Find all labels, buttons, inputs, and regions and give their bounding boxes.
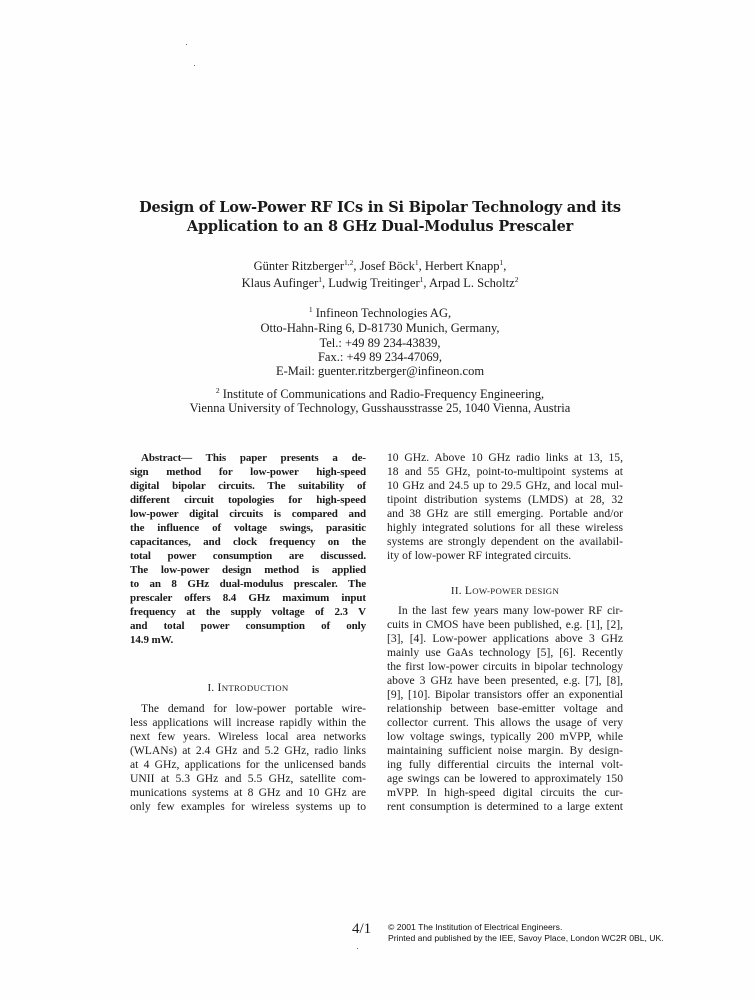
body-line: next few years. Wireless local area networks [130,730,366,743]
body-line: mVPP. In high-speed digital circuits the cur- [387,786,623,799]
body-line: highly integrated solutions for all these wireless [387,521,623,534]
abstract-line: different circuit topologies for high-speed [130,494,366,506]
body-line: cuits in CMOS have been published, e.g. [1], [2], [387,618,623,631]
author-affiliation-mark: 2 [514,275,519,284]
author-affiliation-mark: 1 [419,275,424,284]
body-line: rent consumption is determined to a large extent [387,800,623,813]
copyright-line: © 2001 The Institution of Electrical Engineers. [388,922,563,932]
abstract-line: to an 8 GHz dual-modulus prescaler. The [130,578,366,590]
body-line: [9], [10]. Bipolar transistors offer an exponential [387,688,623,701]
separator: , [353,259,360,273]
section-number: II. [450,585,462,597]
abstract-line: The low-power design method is applied [130,564,366,576]
separator: , [503,259,507,273]
affiliation-1-tel: Tel.: +49 89 234-43839, [319,336,441,350]
body-line: [3], [4]. Low-power applications above 3 GHz [387,632,623,645]
body-line: 18 and 55 GHz, point-to-multipoint systems at [387,465,623,478]
affiliation-org: Institute of Communications and Radio-Frequency Engineering, [222,387,545,401]
body-line: low voltage swings, typically 200 mVPP, while [387,730,623,743]
author-affiliation-mark: 1,2 [344,258,354,267]
author-line-2 [100,276,660,290]
affiliation-1-address: Otto-Hahn-Ring 6, D-81730 Munich, Germany, [260,321,500,335]
abstract-line: low-power digital circuits is compared and [130,508,366,520]
affiliation-mark: 1 [308,305,313,314]
affiliation-2-org [100,387,660,401]
abstract-line: 14.9 mW. [130,634,174,646]
body-line: tipoint distribution systems (LMDS) at 28, 32 [387,493,623,506]
section-title-initial: L [464,585,473,597]
abstract-line: sign method for low-power high-speed [130,466,366,478]
body-line: ing fully differential circuits the internal volt- [387,758,623,771]
abstract-line: frequency at the supply voltage of 2.3 V [130,606,366,618]
abstract-line: capacitances, and clock frequency on the [130,536,366,548]
abstract-line: total power consumption are discussed. [130,550,366,562]
body-line: In the last few years many low-power RF cir- [398,604,623,617]
section-title-rest: OW-POWER [472,586,526,596]
author-name: Arpad L. Scholtz [428,276,515,290]
scan-speck [357,948,358,949]
copyright-notice [388,922,664,944]
body-line: only few examples for wireless systems up to [130,800,366,813]
affiliation-1-org [100,306,660,320]
section-title-initial: I [217,682,222,694]
separator: , [423,276,429,290]
author-affiliation-mark: 1 [414,258,419,267]
abstract-line: Abstract— This paper presents a de- [141,452,366,464]
body-line: above 3 GHz have been presented, e.g. [7], [8], [387,674,623,687]
section-heading-introduction [130,682,366,694]
affiliation-1-email: E-Mail: guenter.ritzberger@infineon.com [275,364,485,378]
body-line: systems are strongly dependent on the availabil- [387,535,623,548]
section-title-rest: NTRODUCTION [221,683,289,693]
author-name: Herbert Knapp [424,259,500,273]
abstract-line: the influence of voltage swings, parasitic [130,522,366,534]
scan-speck [194,65,195,66]
body-line: munications systems at 8 GHz and 10 GHz are [130,786,366,799]
author-affiliation-mark: 1 [318,275,323,284]
publisher-line: Printed and published by the IEE, Savoy Place, London WC2R 0BL, UK. [388,933,664,943]
section-title-rest: DESIGN [525,586,560,596]
body-line: relationship between base-emitter voltage and [387,702,623,715]
author-name: Klaus Aufinger [241,276,319,290]
author-affiliation-mark: 1 [499,258,504,267]
body-line: less applications will increase rapidly within the [130,716,366,729]
body-line: 10 GHz. Above 10 GHz radio links at 13, 15, [387,451,623,464]
paper-title-line-2: Application to an 8 GHz Dual-Modulus Prescaler [186,218,574,235]
abstract-line: digital bipolar circuits. The suitability of [130,480,366,492]
paper-title-line-1: Design of Low-Power RF ICs in Si Bipolar Technology and its [139,199,621,216]
separator: , [418,259,425,273]
body-line: UNII at 5.3 GHz and 5.5 GHz, satellite com- [130,772,366,785]
body-line: 10 GHz and 24.5 up to 29.5 GHz, and local mul- [387,479,623,492]
body-line: collector current. This allows the usage of very [387,716,623,729]
body-line: and 38 GHz are still emerging. Portable and/or [387,507,623,520]
abstract-line: and total power consumption of only [130,620,366,632]
body-line: at 4 GHz, applications for the unlicensed bands [130,758,366,771]
body-line: age swings can be lowered to approximately 150 [387,772,623,785]
section-number: I. [207,682,215,694]
scan-speck [186,44,187,45]
section-heading-low-power-design [387,585,623,597]
body-line: (WLANs) at 2.4 GHz and 5.2 GHz, radio links [130,744,366,757]
page-number: 4/1 [352,921,372,937]
body-line: The demand for low-power portable wire- [141,702,366,715]
affiliation-org: Infineon Technologies AG, [315,306,452,320]
author-line-1 [100,259,660,273]
affiliation-mark: 2 [215,386,220,395]
author-name: Ludwig Treitinger [328,276,420,290]
body-line: mainly use GaAs technology [5], [6]. Recently [387,646,623,659]
affiliation-1-fax: Fax.: +49 89 234-47069, [317,350,443,364]
author-name: Günter Ritzberger [253,259,345,273]
body-line: ity of low-power RF integrated circuits. [387,549,572,562]
body-line: the first low-power circuits in bipolar technology [387,660,623,673]
author-name: Josef Böck [359,259,415,273]
affiliation-2-address: Vienna University of Technology, Gusshausstrasse 25, 1040 Vienna, Austria [189,401,571,415]
separator: , [322,276,329,290]
body-line: maintaining sufficient noise margin. By design- [387,744,623,757]
abstract-line: prescaler offers 8.4 GHz maximum input [130,592,366,604]
